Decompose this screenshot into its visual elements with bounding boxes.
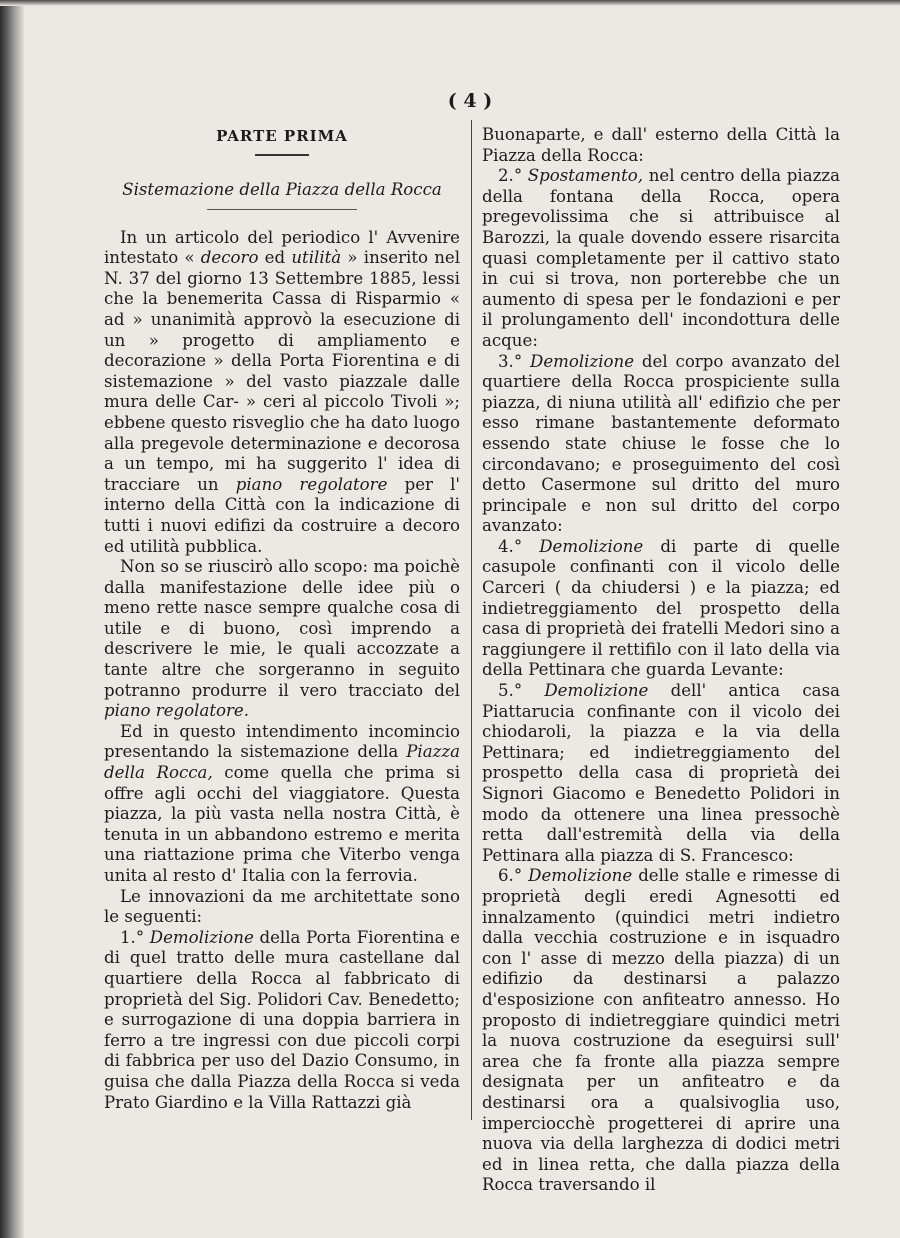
- list-item: 2.° Spostamento, nel centro della piazza della fontana della Rocca, opera pregevolissima che si attribuisce al Barozzi, la quale dovendo essere risarcita quasi completamente per il cattivo stato in cui si trova, non porterebbe che un aumento di spesa per le fondazioni e per il prolungamento dell' incondottura delle acque:: [482, 166, 840, 350]
- part-title: PARTE PRIMA: [216, 127, 348, 145]
- book-spine-shadow: [0, 0, 24, 1238]
- title-rule: [255, 154, 309, 156]
- paragraph: Non so se riuscirò allo scopo: ma poichè dalla manifestazione delle idee più o meno rette nasce sempre qualche cosa di utile e di buono, così imprendo a descrivere le mie, le quali accozzate a tante altre che sorgeranno in seguito potranno produrre il vero tracciato del piano regolatore.: [104, 557, 460, 721]
- section-title: Sistemazione della Piazza della Rocca: [122, 180, 442, 199]
- list-item: 1.° Demolizione della Porta Fiorentina e di quel tratto delle mura castellane dal quartiere della Rocca al fabbricato di proprietà del Sig. Polidori Cav. Benedetto; e surrogazione di una doppia barriera in ferro a tre ingressi con due piccoli corpi di fabbrica per uso del Dazio Consumo, in guisa che dalla Piazza della Rocca si veda Prato Giardino e la Villa Rattazzi già: [104, 927, 460, 1112]
- section-rule: [207, 209, 357, 210]
- list-item: 4.° Demolizione di parte di quelle casupole confinanti con il vicolo delle Carceri ( da chiudersi ) e la piazza; ed indietreggiamento del prospetto della casa di proprietà dei fratelli Medori sino a raggiungere il rettifilo con il lato della via della Pettinara che guarda Levante:: [482, 536, 840, 680]
- paragraph: In un articolo del periodico l' Avvenire intestato « decoro ed utilità » inserito nel N. 37 del giorno 13 Settembre 1885, lessi che la benemerita Cassa di Risparmio « ad » unanimità approvò la esecuzione di un » progetto di ampliamento e decorazione » della Porta Fiorentina e di sistemazione » del vasto piazzale dalle mura delle Car- » ceri al piccolo Tivoli »; ebbene questo risveglio che ha dato luogo alla pregevole determinazione e decorosa a un tempo, mi ha suggerito l' idea di tracciare un piano regolatore per l' interno della Città con la indicazione di tutti i nuovi edifizi da costruire a decoro ed utilità pubblica.: [104, 227, 461, 556]
- top-edge-shadow: [0, 0, 900, 6]
- list-item: 3.° Demolizione del corpo avanzato del quartiere della Rocca prospiciente sulla piazza, di niuna utilità all' edifizio che per esso rimane bastantemente deformato essendo state chiuse le fosse che lo circondavano; e proseguimento del così detto Casermone sul dritto del muro principale e non sul dritto del corpo avanzato:: [482, 351, 840, 536]
- column-divider: [471, 120, 472, 1120]
- paragraph: Le innovazioni da me architettate sono le seguenti:: [104, 886, 460, 927]
- page-number: ( 4 ): [447, 90, 493, 112]
- list-item: 5.° Demolizione dell' antica casa Piattarucia confinante con il vicolo dei chiodaroli, la piazza e la via della Pettinara; ed indietreggiamento del prospetto della casa di proprietà dei Signori Giacomo e Benedetto Polidori in modo da ottenere una linea pressochè retta dall'estremità della via della Pettinara alla piazza di S. Francesco:: [482, 681, 840, 865]
- list-item: 6.° Demolizione delle stalle e rimesse di proprietà degli eredi Agnesotti ed innalzamento (quindici metri indietro dalla vecchia costruzione e in isquadro con l' asse di mezzo della piazza) di un edifizio da destinarsi a palazzo d'esposizione con anfiteatro annesso. Ho proposto di indietreggiare quindici metri la nuova costruzione da eseguirsi sull' area che fa fronte alla piazza sempre designata per un anfiteatro e da destinarsi ora a qualsivoglia uso, imperciocchè progetterei di aprire una nuova via della larghezza di dodici metri ed in linea retta, che dalla piazza della Rocca traversando il: [482, 866, 840, 1195]
- paragraph: Ed in questo intendimento incomincio presentando la sistemazione della Piazza della Rocca, come quella che prima si offre agli occhi del viaggiatore. Questa piazza, la più vasta nella nostra Città, è tenuta in un abbandono estremo e merita una riattazione prima che Viterbo venga unita al resto d' Italia con la ferrovia.: [104, 721, 461, 885]
- paragraph: Buonaparte, e dall' esterno della Città la Piazza della Rocca:: [482, 125, 840, 165]
- left-column: [104, 125, 460, 1113]
- right-column: [482, 125, 840, 1196]
